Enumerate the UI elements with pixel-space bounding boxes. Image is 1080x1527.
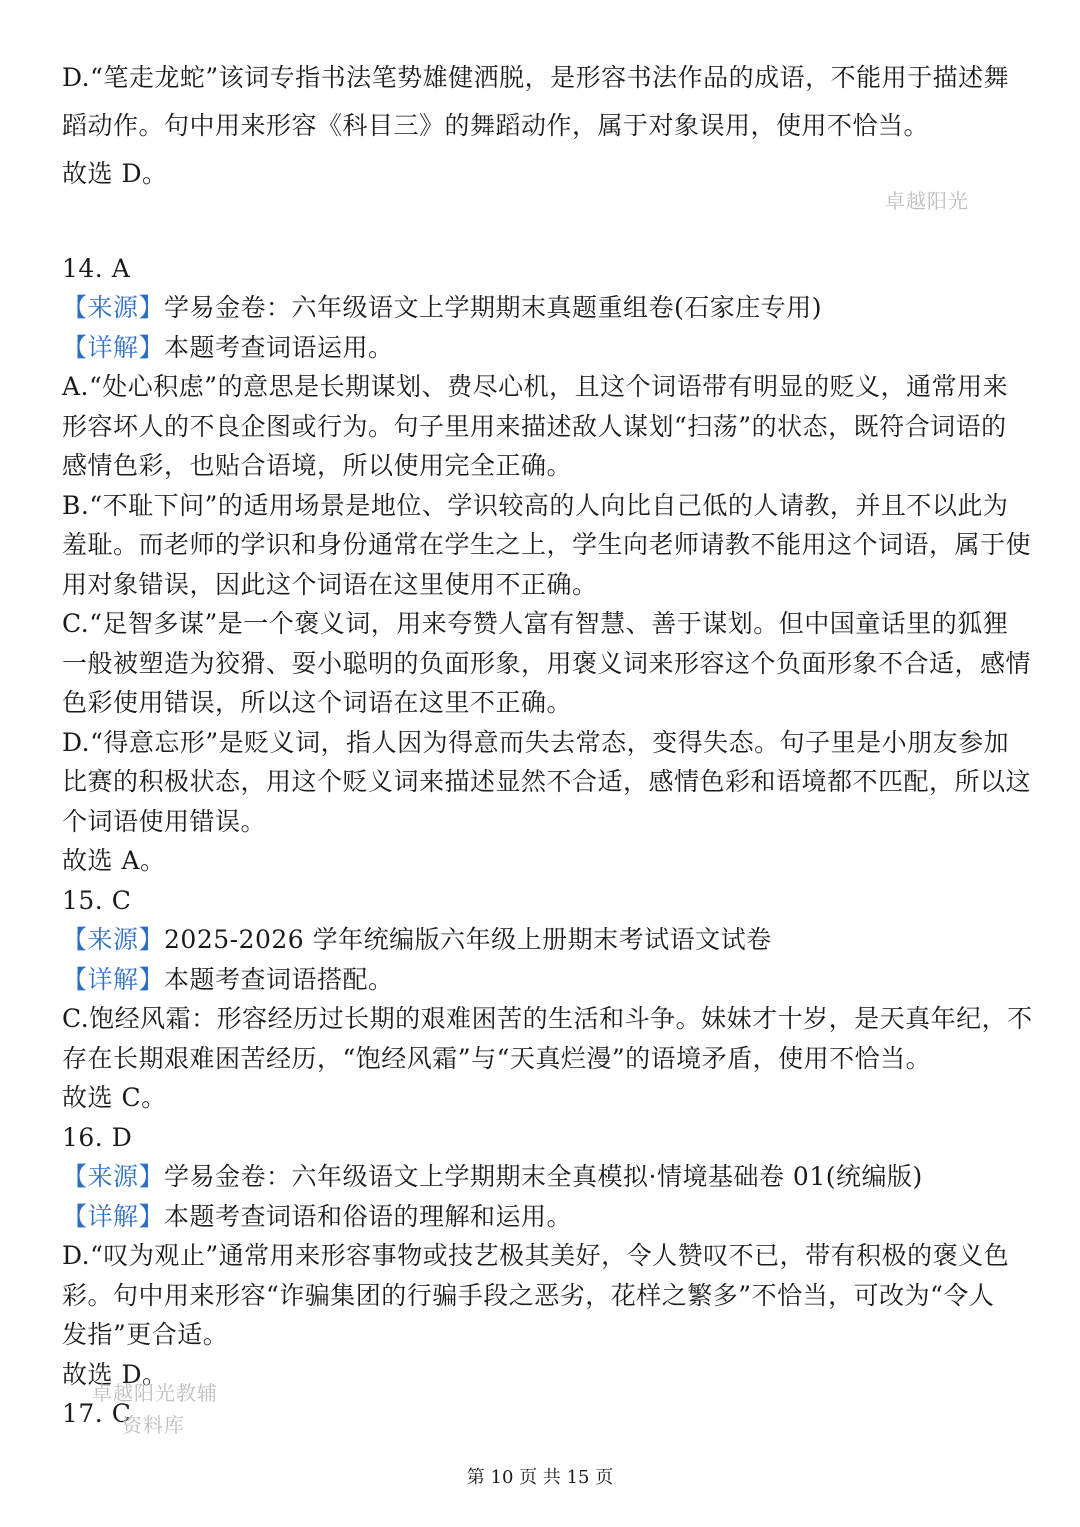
- text-line: [62, 1082, 167, 1114]
- text-line: [62, 569, 598, 601]
- section-label: 【详解】: [62, 1202, 165, 1231]
- section-label: 【来源】: [62, 925, 165, 954]
- line-text: 故选 D。: [62, 159, 168, 188]
- section-label: 【详解】: [62, 965, 165, 994]
- line-text: 故选 A。: [62, 846, 166, 875]
- line-text: 本题考查词语运用。: [164, 333, 394, 362]
- text-line: [62, 608, 1008, 640]
- line-text: 个词语使用错误。: [62, 807, 267, 836]
- line-text: 本题考查词语和俗语的理解和运用。: [164, 1202, 573, 1231]
- line-text: 14. A: [62, 254, 131, 283]
- line-text: 彩。句中用来形容“诈骗集团的行骗手段之恶劣，花样之繁多”不恰当，可改为“令人: [62, 1281, 995, 1310]
- section-label: 【来源】: [62, 293, 165, 322]
- labeled-line: [62, 1161, 923, 1193]
- text-line: [62, 727, 1009, 759]
- line-text: 一般被塑造为狡猾、耍小聪明的负面形象，用褒义词来形容这个负面形象不合适，感情: [62, 649, 1032, 678]
- text-line: [62, 648, 1031, 680]
- line-text: 故选 D。: [62, 1360, 168, 1389]
- text-line: [62, 1043, 931, 1075]
- text-line: [62, 845, 166, 877]
- watermark-bottom-left: 卓越阳光教辅: [92, 1381, 218, 1405]
- text-line: [62, 1003, 1033, 1035]
- line-text: 2025-2026 学年统编版六年级上册期末考试语文试卷: [164, 925, 772, 954]
- text-line: [62, 1122, 132, 1154]
- line-text: 蹈动作。句中用来形容《科目三》的舞蹈动作，属于对象误用，使用不恰当。: [62, 111, 930, 140]
- line-text: 17. C: [62, 1399, 132, 1428]
- text-line: [62, 450, 572, 482]
- line-text: C.饱经风霜：形容经历过长期的艰难困苦的生活和斗争。妹妹才十岁，是天真年纪，不: [62, 1004, 1033, 1033]
- line-text: 存在长期艰难困苦经历，“饱经风霜”与“天真烂漫”的语境矛盾，使用不恰当。: [62, 1044, 932, 1073]
- line-text: 故选 C。: [62, 1083, 167, 1112]
- watermark-bottom-left-2: 资料库: [122, 1413, 185, 1437]
- text-line: [62, 62, 1009, 94]
- line-text: 16. D: [62, 1123, 133, 1152]
- text-line: [62, 411, 1007, 443]
- line-text: B.“不耻下问”的适用场景是地位、学识较高的人向比自己低的人请教，并且不以此为: [62, 491, 1009, 520]
- line-text: 学易金卷：六年级语文上学期期末全真模拟·情境基础卷 01(统编版): [164, 1162, 923, 1191]
- line-text: A.“处心积虑”的意思是长期谋划、费尽心机，且这个词语带有明显的贬义，通常用来: [62, 372, 1009, 401]
- labeled-line: [62, 924, 772, 956]
- text-line: [62, 806, 266, 838]
- text-line: [62, 158, 168, 190]
- labeled-line: [62, 1201, 572, 1233]
- line-text: C.“足智多谋”是一个褒义词，用来夸赞人富有智慧、善于谋划。但中国童话里的狐狸: [62, 609, 1009, 638]
- text-line: [62, 490, 1008, 522]
- section-label: 【详解】: [62, 333, 165, 362]
- labeled-line: [62, 964, 394, 996]
- text-line: [62, 110, 929, 142]
- text-line: [62, 687, 572, 719]
- line-text: D.“叹为观止”通常用来形容事物或技艺极其美好，令人赞叹不已，带有积极的褒义色: [62, 1241, 1010, 1270]
- text-line: [62, 1319, 228, 1351]
- text-line: [62, 371, 1008, 403]
- section-label: 【来源】: [62, 1162, 165, 1191]
- text-line: [62, 253, 130, 285]
- text-line: [62, 766, 1031, 798]
- line-text: 发指”更合适。: [62, 1320, 229, 1349]
- line-text: 比赛的积极状态，用这个贬义词来描述显然不合适，感情色彩和语境都不匹配，所以这: [62, 767, 1032, 796]
- labeled-line: [62, 332, 394, 364]
- line-text: D.“得意忘形”是贬义词，指人因为得意而失去常态，变得失态。句子里是小朋友参加: [62, 728, 1010, 757]
- page-footer: 第 10 页 共 15 页: [466, 1467, 614, 1488]
- text-line: [62, 529, 1031, 561]
- line-text: D.“笔走龙蛇”该词专指书法笔势雄健洒脱，是形容书法作品的成语，不能用于描述舞: [62, 63, 1010, 92]
- line-text: 形容坏人的不良企图或行为。句子里用来描述敌人谋划“扫荡”的状态，既符合词语的: [62, 412, 1007, 441]
- text-line: [62, 1280, 994, 1312]
- line-text: 本题考查词语搭配。: [164, 965, 394, 994]
- labeled-line: [62, 292, 822, 324]
- text-line: [62, 1240, 1009, 1272]
- line-text: 15. C: [62, 886, 132, 915]
- line-text: 用对象错误，因此这个词语在这里使用不正确。: [62, 570, 598, 599]
- text-line: [62, 885, 131, 917]
- line-text: 色彩使用错误，所以这个词语在这里不正确。: [62, 688, 573, 717]
- line-text: 感情色彩，也贴合语境，所以使用完全正确。: [62, 451, 573, 480]
- line-text: 羞耻。而老师的学识和身份通常在学生之上，学生向老师请教不能用这个词语，属于使: [62, 530, 1032, 559]
- watermark-top-right: 卓越阳光: [885, 189, 969, 213]
- line-text: 学易金卷：六年级语文上学期期末真题重组卷(石家庄专用): [164, 293, 823, 322]
